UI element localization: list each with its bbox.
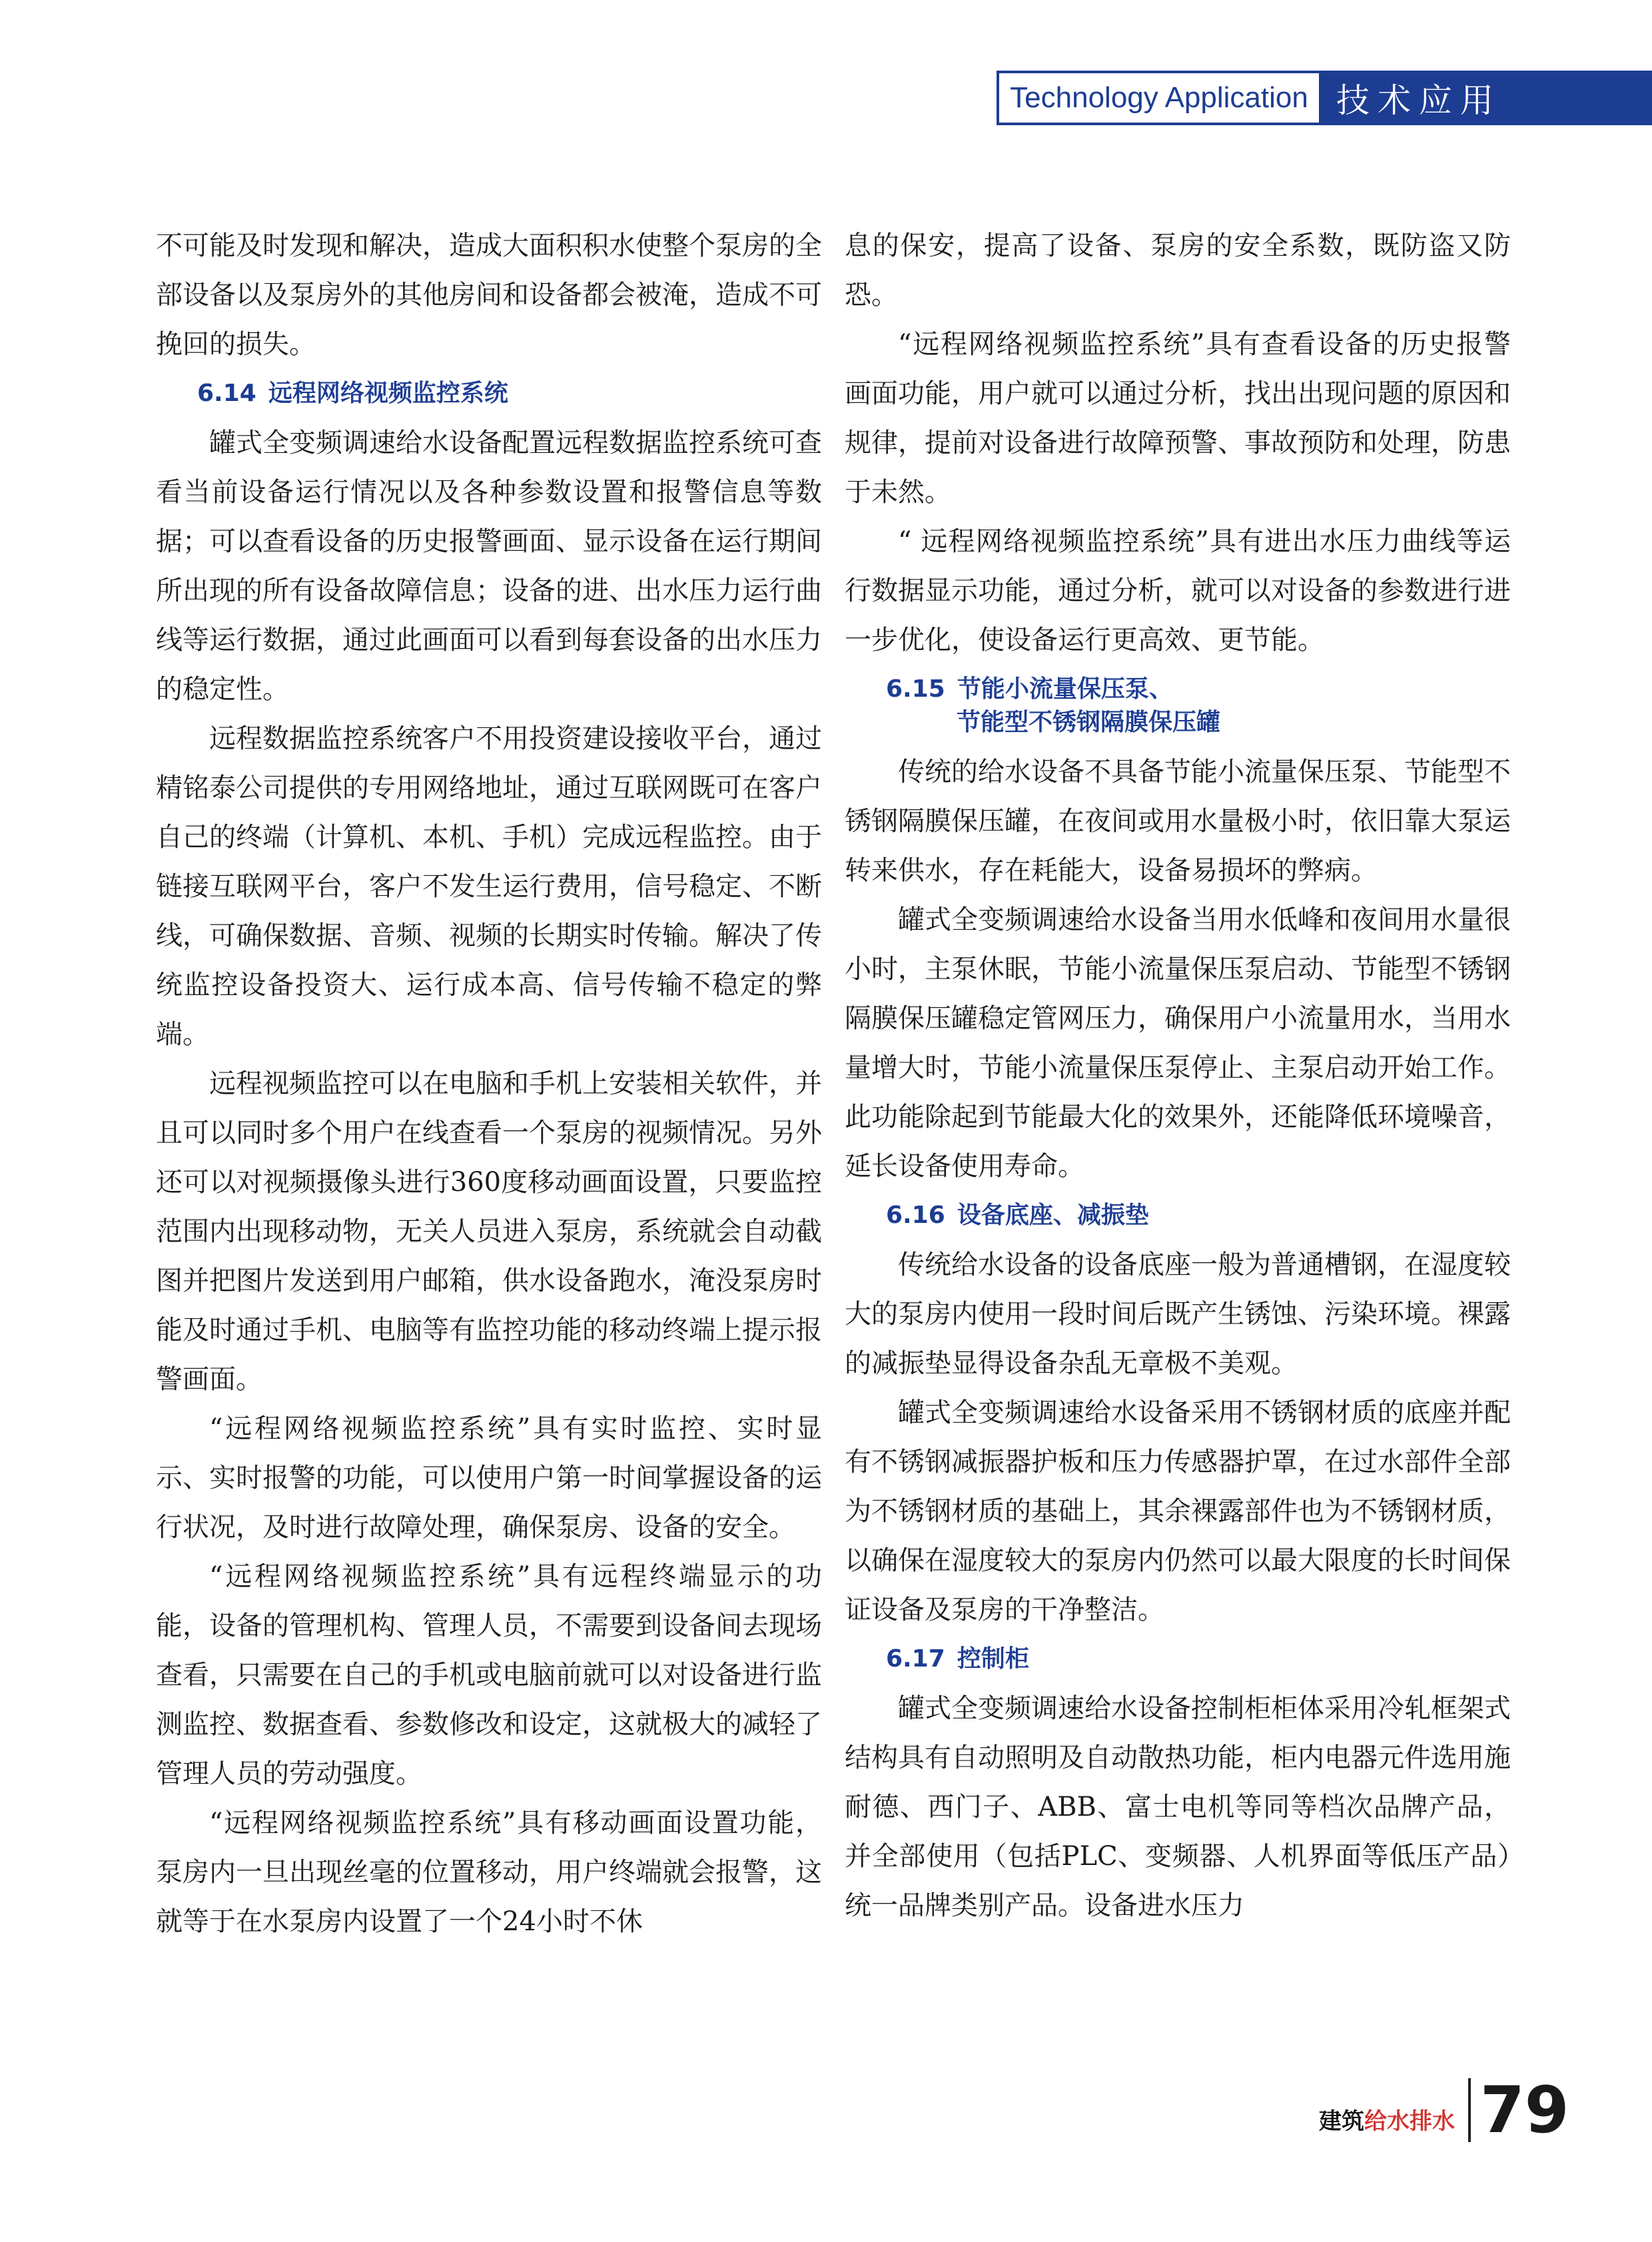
paragraph: 不可能及时发现和解决，造成大面积积水使整个泵房的全部设备以及泵房外的其他房间和设备都会被淹，造成不可挽回的损失。 [156, 230, 822, 360]
paragraph: “远程网络视频监控系统”具有远程终端显示的功能，设备的管理机构、管理人员，不需要到设备间去现场查看，只需要在自己的手机或电脑前就可以对设备进行监测监控、数据查看、参数修改和设定，这就极大的减轻了管理人员的劳动强度。 [156, 1561, 822, 1789]
section-number: 6.15 [886, 675, 945, 703]
journal-brand [1319, 2085, 1468, 2135]
section-title: 设备底座、减振垫 [957, 1202, 1149, 1229]
paragraph: 罐式全变频调速给水设备配置远程数据监控系统可查看当前设备运行情况以及各种参数设置和报警信息等数据；可以查看设备的历史报警画面、显示设备在运行期间所出现的所有设备故障信息；设备的进、出水压力运行曲线等运行数据，通过此画面可以看到每套设备的出水压力的稳定性。 [156, 428, 822, 705]
paragraph: 远程数据监控系统客户不用投资建设接收平台，通过精铭泰公司提供的专用网络地址，通过互联网既可在客户自己的终端（计算机、本机、手机）完成远程监控。由于链接互联网平台，客户不发生运行费用，信号稳定、不断线，可确保数据、音频、视频的长期实时传输。解决了传统监控设备投资大、运行成本高、信号传输不稳定的弊端。 [156, 723, 822, 1050]
page-number: 79 [1480, 2073, 1569, 2147]
section-heading [156, 369, 822, 418]
left-column [156, 221, 822, 1946]
paragraph: 罐式全变频调速给水设备当用水低峰和夜间用水量很小时，主泵休眠，节能小流量保压泵启动、节能型不锈钢隔膜保压罐稳定管网压力，确保用户小流量用水，当用水量增大时，节能小流量保压泵停止、主泵启动开始工作。此功能除起到节能最大化的效果外，还能降低环境噪音，延长设备使用寿命。 [845, 905, 1511, 1182]
section-title-line2: 节能型不锈钢隔膜保压罐 [957, 709, 1221, 736]
paragraph: 传统的给水设备不具备节能小流量保压泵、节能型不锈钢隔膜保压罐，在夜间或用水量极小时，依旧靠大泵运转来供水，存在耗能大，设备易损坏的弊病。 [845, 757, 1511, 886]
section-heading [845, 1635, 1511, 1684]
section-title: 控制柜 [957, 1645, 1029, 1673]
journal-brand-part2: 给水排水 [1364, 2107, 1455, 2135]
paragraph: 罐式全变频调速给水设备采用不锈钢材质的底座并配有不锈钢减振器护板和压力传感器护罩，在过水部件全部为不锈钢材质的基础上，其余裸露部件也为不锈钢材质，以确保在湿度较大的泵房内仍然可以最大限度的长时间保证设备及泵房的干净整洁。 [845, 1397, 1511, 1625]
footer-divider [1468, 2078, 1471, 2142]
page-footer [1319, 2070, 1569, 2150]
section-title: 节能小流量保压泵、 [957, 675, 1173, 703]
journal-brand-part1: 建筑 [1319, 2107, 1364, 2135]
header-english-box [997, 71, 1319, 125]
paragraph: “远程网络视频监控系统”具有移动画面设置功能，泵房内一旦出现丝毫的位置移动，用户终端就会报警，这就等于在水泵房内设置了一个24小时不休 [156, 1808, 822, 1937]
paragraph: 传统给水设备的设备底座一般为普通槽钢，在湿度较大的泵房内使用一段时间后既产生锈蚀、污染环境。裸露的减振垫显得设备杂乱无章极不美观。 [845, 1250, 1511, 1379]
section-header [997, 71, 1652, 125]
right-column [845, 221, 1511, 1930]
section-number: 6.14 [197, 380, 256, 407]
section-title: 远程网络视频监控系统 [268, 380, 508, 407]
header-chinese-box [1319, 71, 1652, 125]
paragraph: “远程网络视频监控系统”具有实时监控、实时显示、实时报警的功能，可以使用户第一时间掌握设备的运行状况，及时进行故障处理，确保泵房、设备的安全。 [156, 1413, 822, 1543]
section-number: 6.17 [886, 1645, 945, 1673]
paragraph: 罐式全变频调速给水设备控制柜柜体采用冷轧框架式结构具有自动照明及自动散热功能，柜内电器元件选用施耐德、西门子、ABB、富士电机等同等档次品牌产品，并全部使用（包括PLC、变频器、人机界面等低压产品）统一品牌类别产品。设备进水压力 [845, 1693, 1511, 1921]
paragraph: “ 远程网络视频监控系统”具有进出水压力曲线等运行数据显示功能，通过分析，就可以对设备的参数进行进一步优化，使设备运行更高效、更节能。 [845, 526, 1511, 655]
header-chinese-label: 技术应用 [1336, 81, 1501, 120]
paragraph: 息的保安，提高了设备、泵房的安全系数，既防盗又防恐。 [845, 230, 1511, 310]
section-number: 6.16 [886, 1202, 945, 1229]
paragraph: 远程视频监控可以在电脑和手机上安装相关软件，并且可以同时多个用户在线查看一个泵房的视频情况。另外还可以对视频摄像头进行360度移动画面设置，只要监控范围内出现移动物，无关人员进入泵房，系统就会自动截图并把图片发送到用户邮箱，供水设备跑水，淹没泵房时能及时通过手机、电脑等有监控功能的移动终端上提示报警画面。 [156, 1068, 822, 1395]
header-english-label: Technology Application [1010, 81, 1308, 114]
paragraph: “远程网络视频监控系统”具有查看设备的历史报警画面功能，用户就可以通过分析，找出出现问题的原因和规律，提前对设备进行故障预警、事故预防和处理，防患于未然。 [845, 329, 1511, 508]
section-heading [845, 1191, 1511, 1240]
section-heading [845, 665, 1511, 747]
